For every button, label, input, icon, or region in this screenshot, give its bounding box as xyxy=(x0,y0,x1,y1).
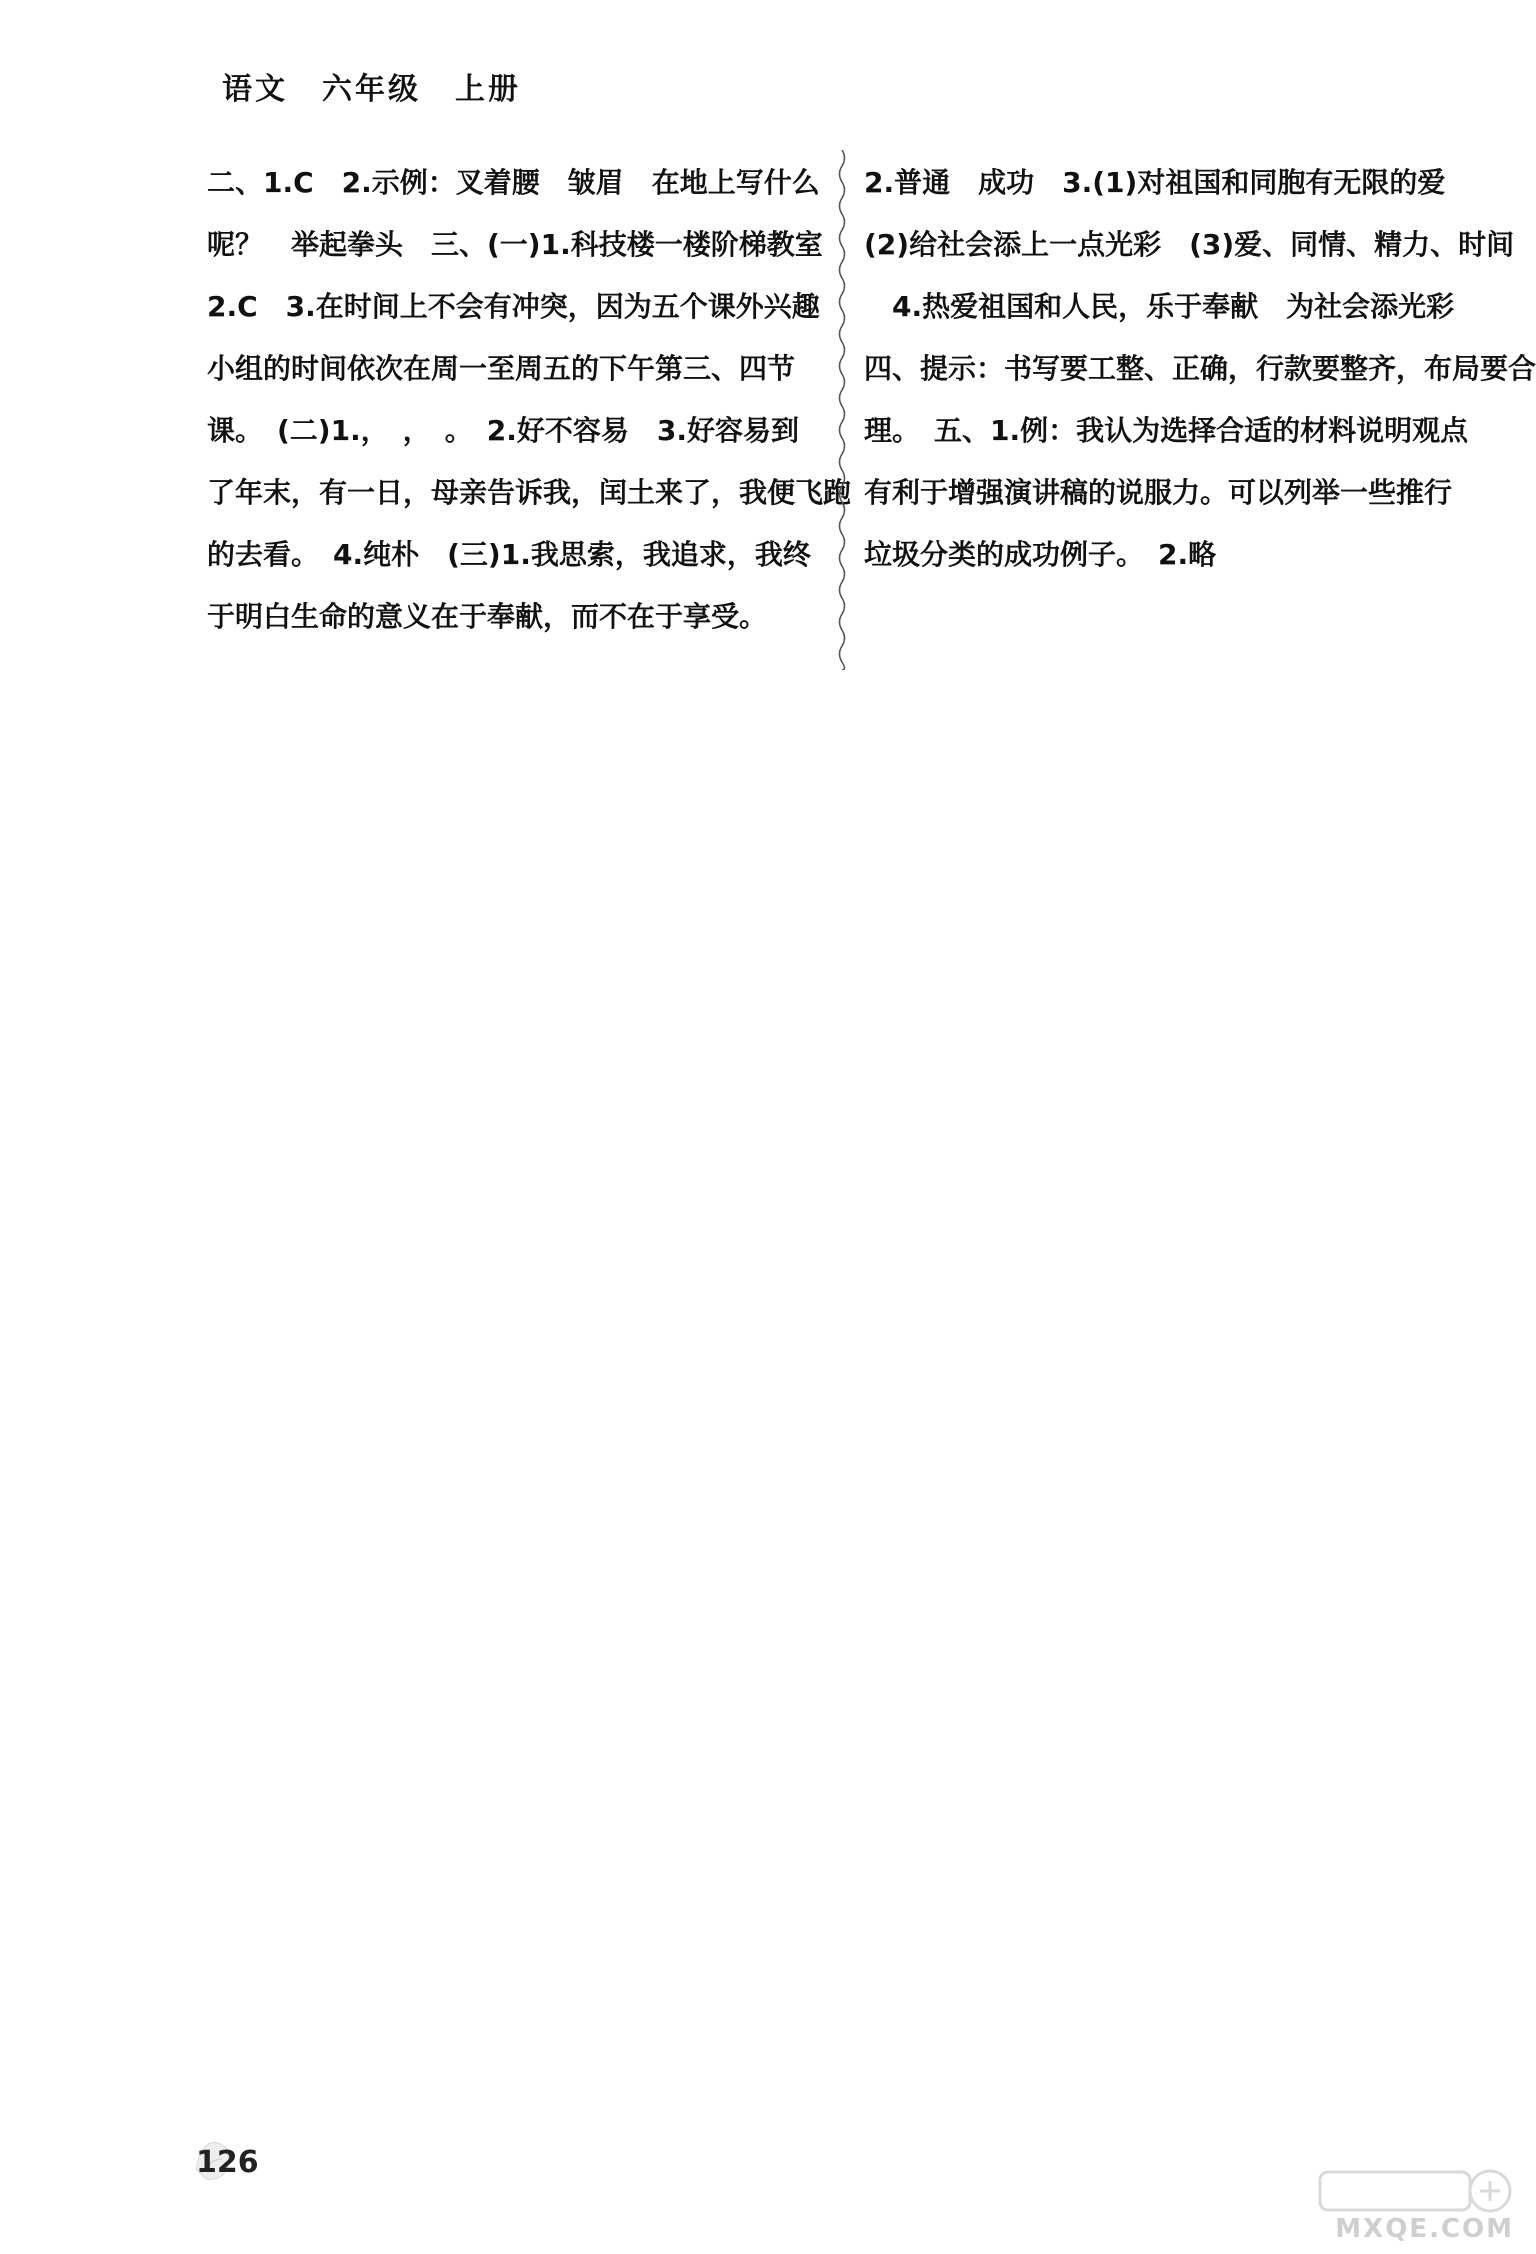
answer-line: 了年末，有一日，母亲告诉我，闰土来了，我便飞跑 xyxy=(207,476,852,509)
answer-line: 四、提示：书写要工整、正确，行款要整齐，布局要合 xyxy=(864,352,1536,385)
header-subject: 语文 xyxy=(222,72,288,107)
answer-line: 2.C 3.在时间上不会有冲突，因为五个课外兴趣 xyxy=(207,290,820,323)
watermark-logo-icon xyxy=(1300,2166,1520,2216)
answer-line: 二、1.C 2.示例：叉着腰 皱眉 在地上写什么 xyxy=(207,166,820,199)
watermark xyxy=(1300,2166,1520,2246)
page-number: 126 xyxy=(196,2145,259,2180)
page-number-block xyxy=(196,2145,259,2180)
header-grade: 六年级 xyxy=(322,72,421,107)
answer-line: (2)给社会添上一点光彩 (3)爱、同情、精力、时间 xyxy=(864,228,1515,261)
answer-line: 理。 五、1.例：我认为选择合适的材料说明观点 xyxy=(864,414,1469,447)
watermark-text: MXQE.COM xyxy=(1335,2214,1514,2244)
answer-line: 有利于增强演讲稿的说服力。可以列举一些推行 xyxy=(864,476,1453,509)
answer-line: 小组的时间依次在周一至周五的下午第三、四节 xyxy=(207,352,796,385)
answer-line: 的去看。 4.纯朴 (三)1.我思索，我追求，我终 xyxy=(207,538,811,571)
answer-line: 课。 (二)1.， ， 。 2.好不容易 3.好容易到 xyxy=(207,414,799,447)
answer-line: 于明白生命的意义在于奉献，而不在于享受。 xyxy=(207,600,768,633)
header-volume: 上册 xyxy=(455,72,521,107)
page-header xyxy=(222,64,521,108)
answer-line: 垃圾分类的成功例子。 2.略 xyxy=(864,538,1217,571)
answer-line: 呢？ 举起拳头 三、(一)1.科技楼一楼阶梯教室 xyxy=(207,228,823,261)
answer-line: 2.普通 成功 3.(1)对祖国和同胞有无限的爱 xyxy=(864,166,1446,199)
answer-column-left xyxy=(207,152,852,648)
answer-line: 4.热爱祖国和人民，乐于奉献 为社会添光彩 xyxy=(864,290,1455,323)
wavy-column-divider xyxy=(836,150,848,670)
answer-column-right xyxy=(864,152,1536,586)
